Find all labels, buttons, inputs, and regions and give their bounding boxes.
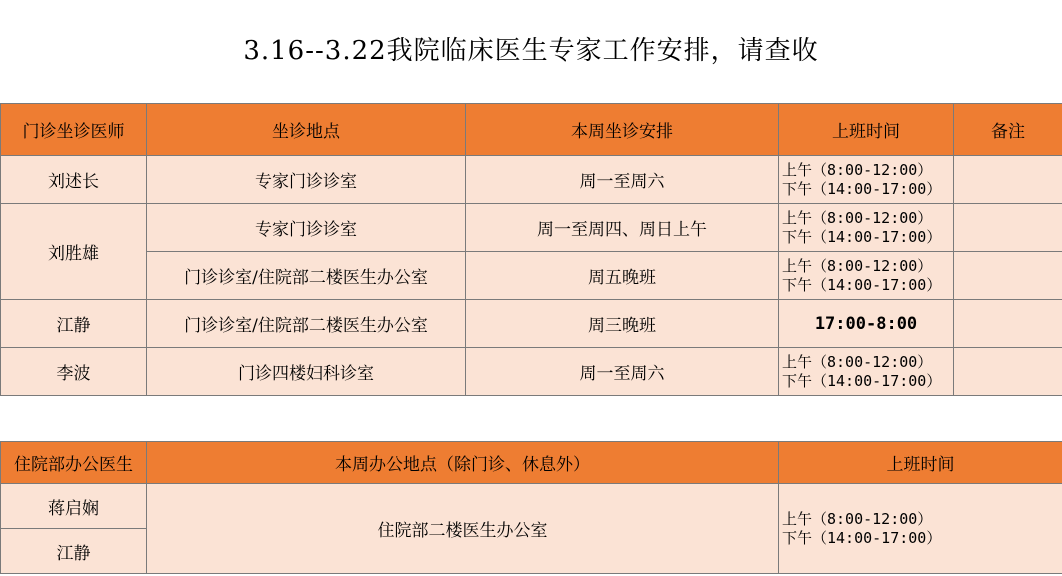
time-am: 上午（8:00-12:00） [782, 208, 933, 227]
time-pm: 下午（14:00-17:00） [782, 227, 942, 246]
table-header-row [1, 104, 1062, 156]
location-cell: 门诊四楼妇科诊室 [147, 348, 466, 396]
time-pm: 下午（14:00-17:00） [782, 528, 942, 547]
table-row [1, 252, 1062, 300]
time-cell [779, 204, 954, 252]
time-am: 上午（8:00-12:00） [782, 509, 933, 528]
page-title: 3.16--3.22我院临床医生专家工作安排，请查收 [243, 36, 819, 66]
time-pm: 下午（14:00-17:00） [782, 371, 942, 390]
note-cell [954, 348, 1062, 396]
inpatient-office-table [0, 441, 1062, 574]
table-row [1, 204, 1062, 252]
header-location: 坐诊地点 [147, 104, 466, 156]
doctor-cell: 江静 [1, 529, 147, 574]
outpatient-schedule-table [0, 103, 1062, 396]
time-am: 上午（8:00-12:00） [782, 256, 933, 275]
schedule-cell: 周一至周六 [466, 156, 779, 204]
table-header-row [1, 442, 1062, 484]
note-cell [954, 204, 1062, 252]
table-row [1, 156, 1062, 204]
schedule-cell: 周一至周六 [466, 348, 779, 396]
note-cell [954, 156, 1062, 204]
location-cell: 专家门诊诊室 [147, 204, 466, 252]
note-cell [954, 300, 1062, 348]
time-pm: 下午（14:00-17:00） [782, 179, 942, 198]
location-cell: 专家门诊诊室 [147, 156, 466, 204]
schedule-cell: 周五晚班 [466, 252, 779, 300]
time-am: 上午（8:00-12:00） [782, 352, 933, 371]
time-pm: 下午（14:00-17:00） [782, 275, 942, 294]
schedule-cell: 周三晚班 [466, 300, 779, 348]
doctor-cell: 蒋启娴 [1, 484, 147, 529]
header-schedule: 本周坐诊安排 [466, 104, 779, 156]
table-row [1, 484, 1062, 529]
doctor-cell: 李波 [1, 348, 147, 396]
time-cell: 17:00-8:00 [779, 300, 954, 348]
time-cell [779, 484, 1062, 574]
time-cell [779, 156, 954, 204]
header-office-location: 本周办公地点（除门诊、休息外） [147, 442, 779, 484]
doctor-cell: 刘胜雄 [1, 204, 147, 300]
table-row [1, 348, 1062, 396]
doctor-cell: 刘述长 [1, 156, 147, 204]
header-note: 备注 [954, 104, 1062, 156]
header-doctor: 门诊坐诊医师 [1, 104, 147, 156]
note-cell [954, 252, 1062, 300]
location-cell: 门诊诊室/住院部二楼医生办公室 [147, 252, 466, 300]
header-inpatient-doctor: 住院部办公医生 [1, 442, 147, 484]
location-cell: 住院部二楼医生办公室 [147, 484, 779, 574]
location-cell: 门诊诊室/住院部二楼医生办公室 [147, 300, 466, 348]
doctor-cell: 江静 [1, 300, 147, 348]
time-cell [779, 252, 954, 300]
header-work-time: 上班时间 [779, 442, 1062, 484]
time-cell [779, 348, 954, 396]
header-work-time: 上班时间 [779, 104, 954, 156]
schedule-cell: 周一至周四、周日上午 [466, 204, 779, 252]
time-am: 上午（8:00-12:00） [782, 160, 933, 179]
table-row [1, 300, 1062, 348]
